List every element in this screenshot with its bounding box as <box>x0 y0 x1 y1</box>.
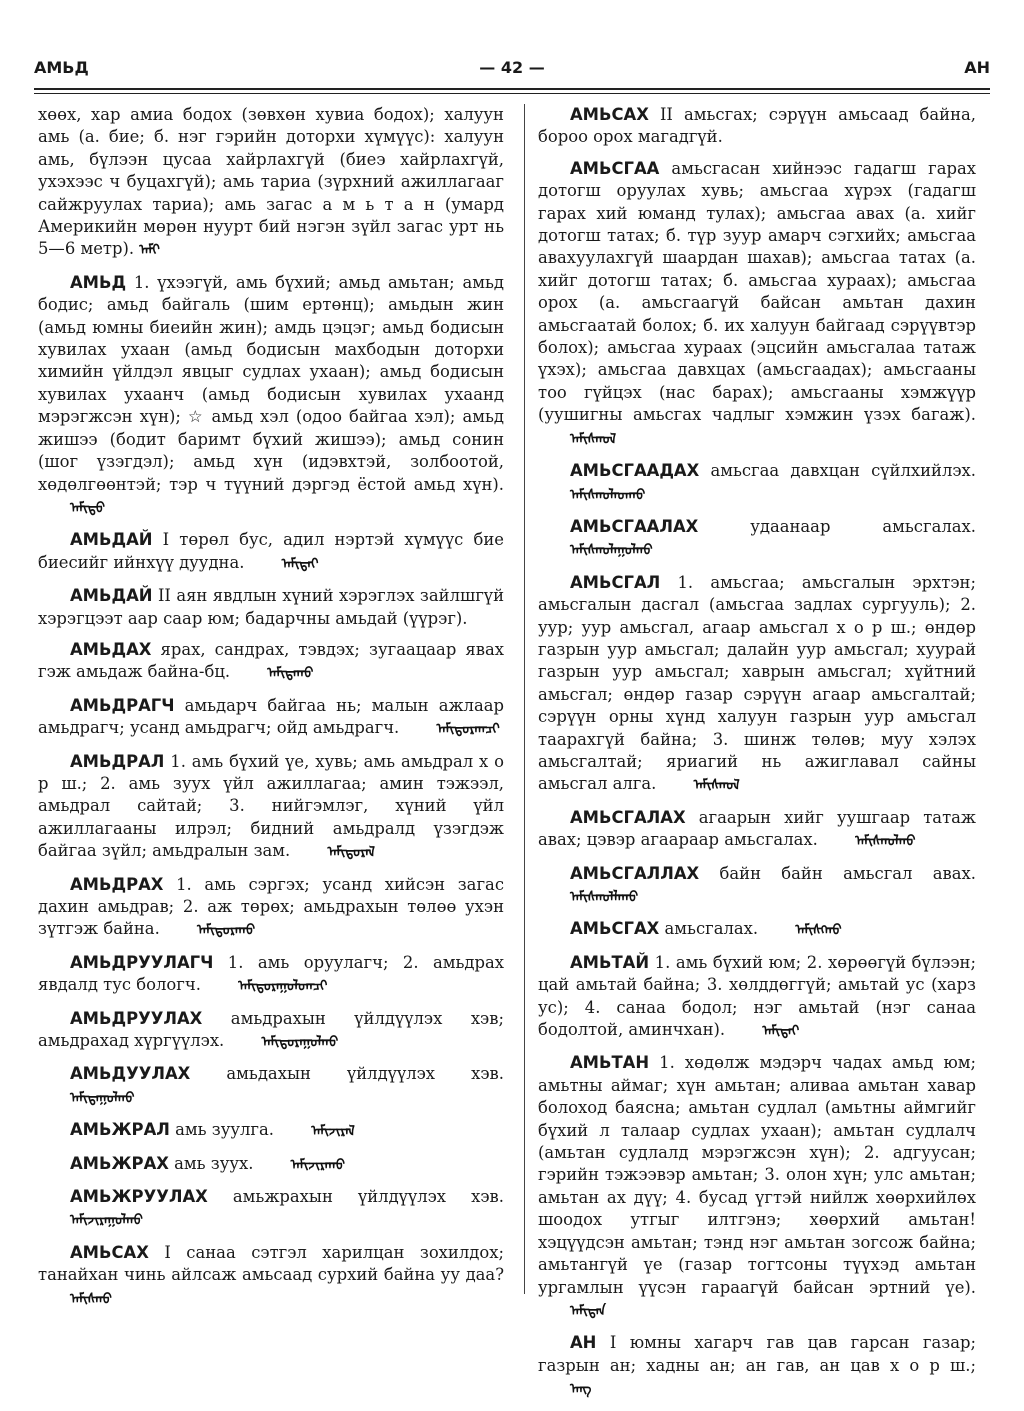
dictionary-entry <box>38 1242 504 1311</box>
mongolian-script-word: ᠠᠮᠢᠵᠢᠷᠠᠯ <box>311 1123 355 1140</box>
mongolian-script-word: ᠠᠮᠢᠳᠠᠬᠤ <box>267 665 314 683</box>
entry-definition: 1. амьсгаа; амьсгалын эрхтэн; амьсгалын дасгал (амьсгаа задлах сургууль); 2. уур; уур амьсгал, агаар амьсгал х о р ш.; өндөр газрын уур амьсгал; далайн уур амьсгал; хуурай газрын уур амьсгал; хаврын амьсгал; хүйтний амьсгал; өндөр газар сэрүүн агаар амьсгалтай; сэрүүн орны хүнд халуун газрын уур амьсгал таарахгүй байна; 3. шинж төлөв; муу хэлэх амьсгалтай; яриагий нь ажиглавал сайны амьсгал алга. <box>538 572 976 794</box>
entry-definition: 1. амь сэргэх; усанд хийсэн загас дахин амьдрав; 2. аж төрөх; амьдрахын төлөө ухэн зүтгэж байна. <box>38 874 504 939</box>
mongolian-script-word: ᠠᠮᠢᠳᠤᠷᠠᠭᠤᠯᠤᠭᠴᠢ <box>238 978 328 995</box>
mongolian-script-word: ᠠᠮᠢᠳᠠᠢ <box>281 555 319 573</box>
entry-definition: амьдахын үйлдүүлэх хэв. <box>226 1064 504 1084</box>
dictionary-entry <box>38 695 504 742</box>
entry-headword: АМЬДАЙ <box>70 586 153 606</box>
header-right-guideword: АН <box>964 58 990 77</box>
entry-definition: 1. амь бүхий юм; 2. хөрөөгүй бүлээн; цай амьтай байна; 3. хөлддөггүй; амьтай ус (харз ус); 4. санаа бодол; нэг амьтай (нэг санаа бодолтой, аминчхан). <box>538 952 977 1040</box>
mongolian-script-word: ᠠᠮᠢᠰᠬᠤᠯᠬᠤ <box>855 833 916 850</box>
dictionary-entry <box>38 529 504 576</box>
entry-headword: АМЬСГАЛ <box>570 572 661 592</box>
entry-headword: АМЬСГАХ <box>570 919 660 939</box>
dictionary-entry <box>38 639 504 686</box>
mongolian-script-word: ᠠᠮᠢᠰᠬᠤᠯ <box>693 777 740 795</box>
page-header <box>34 58 990 82</box>
entry-definition: I юмны хагарч гав цав гарсан газар; газрын ан; хадны ан; ан гав, ан цав х о р ш.; <box>538 1333 976 1375</box>
header-left-guideword: АМЬД <box>34 58 89 77</box>
mongolian-script-word: ᠠᠮᠢᠲᠠᠢ <box>762 1023 800 1040</box>
entry-definition: амьсгасан хийнээс гадагш гарах дотогш оруулах хувь; амьсгаа хүрэх (гадагш гарах хий юманд тулах); амьсгаа авах (а. хийг дотогш татах; б. түр зуур амарч сэгхийх; амьсгаа авахуулахгүй шаардан шахав); амьсгаа татах (а. хийг дотогш татах; б. амьсгаа хураах); амьсгаа орох (а. амьсгаагүй байсан амьтан дахин амьсгаатай болох; б. их халуун байгаад сэрүүвтэр болох); амьсгаа хураах (эцсийн амьсгалаа татаж үхэх); амьсгаа давхцах (амьсгаадах); амьсгааны тоо гүйцэх (нас барах); амьсгааны хэмжүүр (уушигны амьсгах чадлыг хэмжин үзэх багаж). <box>538 158 976 425</box>
entry-definition: удаанаар амьсгалах. <box>750 516 976 536</box>
entry-headword: АМЬЖРУУЛАХ <box>70 1187 208 1207</box>
dictionary-entry <box>538 1052 976 1323</box>
entry-headword: АН <box>570 1333 597 1353</box>
dictionary-entry <box>538 863 976 910</box>
page-number: — 42 — <box>479 58 545 77</box>
mongolian-script-word: ᠠᠮᠢᠳᠤᠷᠠᠯ <box>327 844 375 861</box>
dictionary-entry <box>538 918 976 942</box>
dictionary-entry <box>538 104 976 149</box>
mongolian-script-word: ᠠᠮᠢᠳᠠᠭᠤᠯᠬᠤ <box>70 1090 135 1107</box>
dictionary-entry <box>38 585 504 630</box>
entry-headword: АМЬД <box>70 272 127 292</box>
entry-definition: амьжрахын үйлдүүлэх хэв. <box>232 1187 504 1207</box>
mongolian-script-word: ᠠᠮᠢᠵᠢᠷᠠᠬᠤ <box>290 1156 345 1174</box>
dictionary-entry <box>538 1332 976 1401</box>
entry-definition: 1. амь оруулагч; 2. амьдрах явдалд тус бологч. <box>38 952 504 995</box>
mongolian-script-word: ᠠᠮᠢᠰᠬᠤᠯᠠᠭᠤᠯᠬᠤ <box>570 542 653 559</box>
entry-definition: амьдрахын үйлдүүлэх хэв; амьдрахад хүргүүлэх. <box>38 1008 504 1051</box>
mongolian-script-word: ᠠᠮᠢᠵᠢᠷᠠᠭᠤᠯᠬᠤ <box>70 1212 143 1230</box>
entry-headword: АМЬДАЙ <box>70 530 153 550</box>
mongolian-script-word: ᠠᠮᠢᠳᠤ <box>70 500 105 517</box>
entry-headword: АМЬСГАЛАХ <box>570 807 686 827</box>
dictionary-entry <box>38 1008 504 1055</box>
mongolian-script-word: ᠠᠮᠢᠲᠠᠨ <box>570 1303 606 1320</box>
dictionary-entry <box>38 1186 504 1233</box>
entry-headword: АМЬСГАА <box>570 158 660 178</box>
entry-headword: АМЬДРУУЛАХ <box>70 1008 203 1028</box>
entry-headword: АМЬДРАХ <box>70 874 164 894</box>
header-rule-top <box>34 88 990 90</box>
mongolian-script-word: ᠠᠮᠢᠳᠤᠷᠠᠬᠤ <box>197 922 256 940</box>
entry-headword: АМЬСГААЛАХ <box>570 516 699 536</box>
entry-definition: ярах, сандрах, тэвдэх; зугаацаар явах гэж амьдаж байна-бц. <box>38 639 504 682</box>
dictionary-entry <box>538 952 976 1044</box>
entry-definition: 1. хөдөлж мэдэрч чадах амьд юм; амьтны аймаг; хүн амьтан; аливаа амьтан хавар болоход баясна; амьтан судлал (амьтны аймгийг бүхий л талаар судлах ухаан); амьтан судлалч (амьтан судлалд мэрэгжсэн хүн); 2. адгуусан; гэрийн тэжээвэр амьтан; 3. олон хүн; улс амьтан; амьтан ах дүү; 4. бусад үгтэй нийлж хөөрхийлөх шоодох утгыг илтгэнэ; хөөрхий амьтан! хэцүүдсэн амьтан; тэнд нэг амьтан зогсож байна; амьтангүй үе (газар тогтсоны түүхэд амьтан ургамлын үүсэн гараагүй байсан эртний үе). <box>538 1053 977 1297</box>
entry-definition: амь зуулга. <box>175 1120 274 1140</box>
mongolian-script-word: ᠠᠩ <box>570 1381 592 1398</box>
dictionary-entry <box>38 1119 504 1143</box>
entry-headword: АМЬДРУУЛАГЧ <box>70 952 214 972</box>
entry-headword: АМЬСАХ <box>570 105 649 124</box>
mongolian-script-word: ᠠᠮᠢᠰᠬᠤᠯᠯᠠᠬᠤ <box>570 889 638 906</box>
entry-headword: АМЬСГААДАХ <box>570 461 700 481</box>
dictionary-entry <box>538 807 976 854</box>
dictionary-entry <box>38 104 504 263</box>
entry-definition: II аян явдлын хүний хэрэглэх зайлшгүй хэрэгцээт аар саар юм; бадарчны амьдай (үүрэг). <box>38 586 504 628</box>
dictionary-entry <box>538 572 976 798</box>
entry-definition: амьсгалах. <box>664 919 759 939</box>
entry-definition: 1. үхээгүй, амь бүхий; амьд амьтан; амьд бодис; амьд байгаль (шим ертөнц); амьдын жин (амьд юмны биеийн жин); амдь цэцэг; амьд бодисын хувилах ухаан (амьд бодисын махбодын доторхи химийн үйлдэл явцыг судлах ухаан); амьд бодисын хувилах ухаанч (амьд бодисын хувилах ухаанд мэрэгжсэн хүн); ☆ амьд хэл (одоо байгаа хэл); амьд жишээ (бодит баримт бүхий жишээ); амьд сонин (шог үзэгдэл); амьд хүн (идэвхтэй, золбоотой, хөдөлгөөнтэй; тэр ч түүний дэргэд ёстой амьд хүн). <box>38 272 504 494</box>
dictionary-entry <box>38 751 504 865</box>
mongolian-script-word: ᠠᠮᠢᠰᠬᠬᠤ <box>795 922 842 940</box>
right-column <box>538 104 976 1411</box>
mongolian-script-word: ᠠᠮᠢᠳᠤᠷᠠᠭᠴᠢ <box>436 721 500 738</box>
entry-headword: АМЬСАХ <box>70 1242 149 1262</box>
dictionary-entry <box>38 272 504 520</box>
entry-headword: АМЬТАЙ <box>570 952 650 972</box>
dictionary-entry <box>538 460 976 507</box>
entry-headword: АМЬДУУЛАХ <box>70 1064 191 1084</box>
dictionary-entry <box>38 1063 504 1110</box>
column-divider <box>524 104 525 1294</box>
entry-headword: АМЬЖРАЛ <box>70 1120 170 1140</box>
mongolian-script-word: ᠠᠮᠢ <box>139 242 160 260</box>
entry-definition: амьдарч байгаа нь; малын ажлаар амьдрагч; усанд амьдрагч; ойд амьдрагч. <box>38 695 504 738</box>
mongolian-script-word: ᠠᠮᠢᠰᠭᠤᠯ <box>570 430 616 448</box>
dictionary-entry <box>538 516 976 563</box>
mongolian-script-word: ᠠᠮᠢᠰᠬᠤ <box>70 1290 112 1308</box>
entry-definition: амьсгаа давхцан сүйлхийлэх. <box>710 461 976 481</box>
entry-definition: I санаа сэтгэл харилцан зохилдох; танайхан чинь айлсаж амьсаад сурхий байна уу даа? <box>38 1242 504 1285</box>
entry-definition: агаарын хийг уушгаар татаж авах; цэвэр агаараар амьсгалах. <box>538 807 976 850</box>
dictionary-entry <box>38 952 504 999</box>
entry-headword: АМЬДАХ <box>70 639 152 659</box>
entry-headword: АМЬТАН <box>570 1053 650 1073</box>
entry-definition: хөөх, хар амиа бодох (зөвхөн хувиа бодох); халуун амь (а. бие; б. нэг гэрийн доторхи хүмүүс): халуун амь, бүлээн цусаа хайрлахгүй (биеэ хайрлахгүй, ухэхээс ч буцахгүй); амь тариа (зүрхний ажиллагааг сайжруулах тариа); амь загас а м ь т а н (умард Америкийн мөрөн нуурт бий нэгэн зүйл загас урт нь 5—6 метр). <box>38 105 504 259</box>
left-column <box>38 104 504 1320</box>
entry-definition: 1. амь бүхий үе, хувь; амь амьдрал х о р ш.; 2. амь зуух үйл ажиллагаа; амин тэжээл, амьдрал сайтай; 3. нийгэмлэг, хүний үйл ажиллагааны илрэл; бидний амьдралд үзэгдэж байгаа зүйл; амьдралын зам. <box>38 751 504 861</box>
entry-definition: II амьсгах; сэрүүн амьсаад байна, бороо орох магадгүй. <box>538 105 976 147</box>
dictionary-entry <box>38 874 504 943</box>
entry-definition: I төрөл бус, адил нэртэй хүмүүс бие биесийг ийнхүү дуудна. <box>38 530 504 572</box>
entry-headword: АМЬДРАГЧ <box>70 695 175 715</box>
entry-headword: АМЬДРАЛ <box>70 751 165 771</box>
header-rule-bottom <box>34 93 990 94</box>
entry-headword: АМЬСГАЛЛАХ <box>570 863 700 883</box>
entry-definition: байн байн амьсгал авах. <box>719 863 976 883</box>
dictionary-entry <box>538 158 976 451</box>
entry-headword: АМЬЖРАХ <box>70 1153 169 1173</box>
entry-definition: амь зуух. <box>174 1153 254 1173</box>
mongolian-script-word: ᠠᠮᠢᠳᠤᠷᠠᠭᠤᠯᠬᠤ <box>261 1034 339 1051</box>
mongolian-script-word: ᠠᠮᠢᠰᠬᠤᠯᠠᠳᠬᠤ <box>570 486 646 504</box>
dictionary-entry <box>38 1153 504 1177</box>
